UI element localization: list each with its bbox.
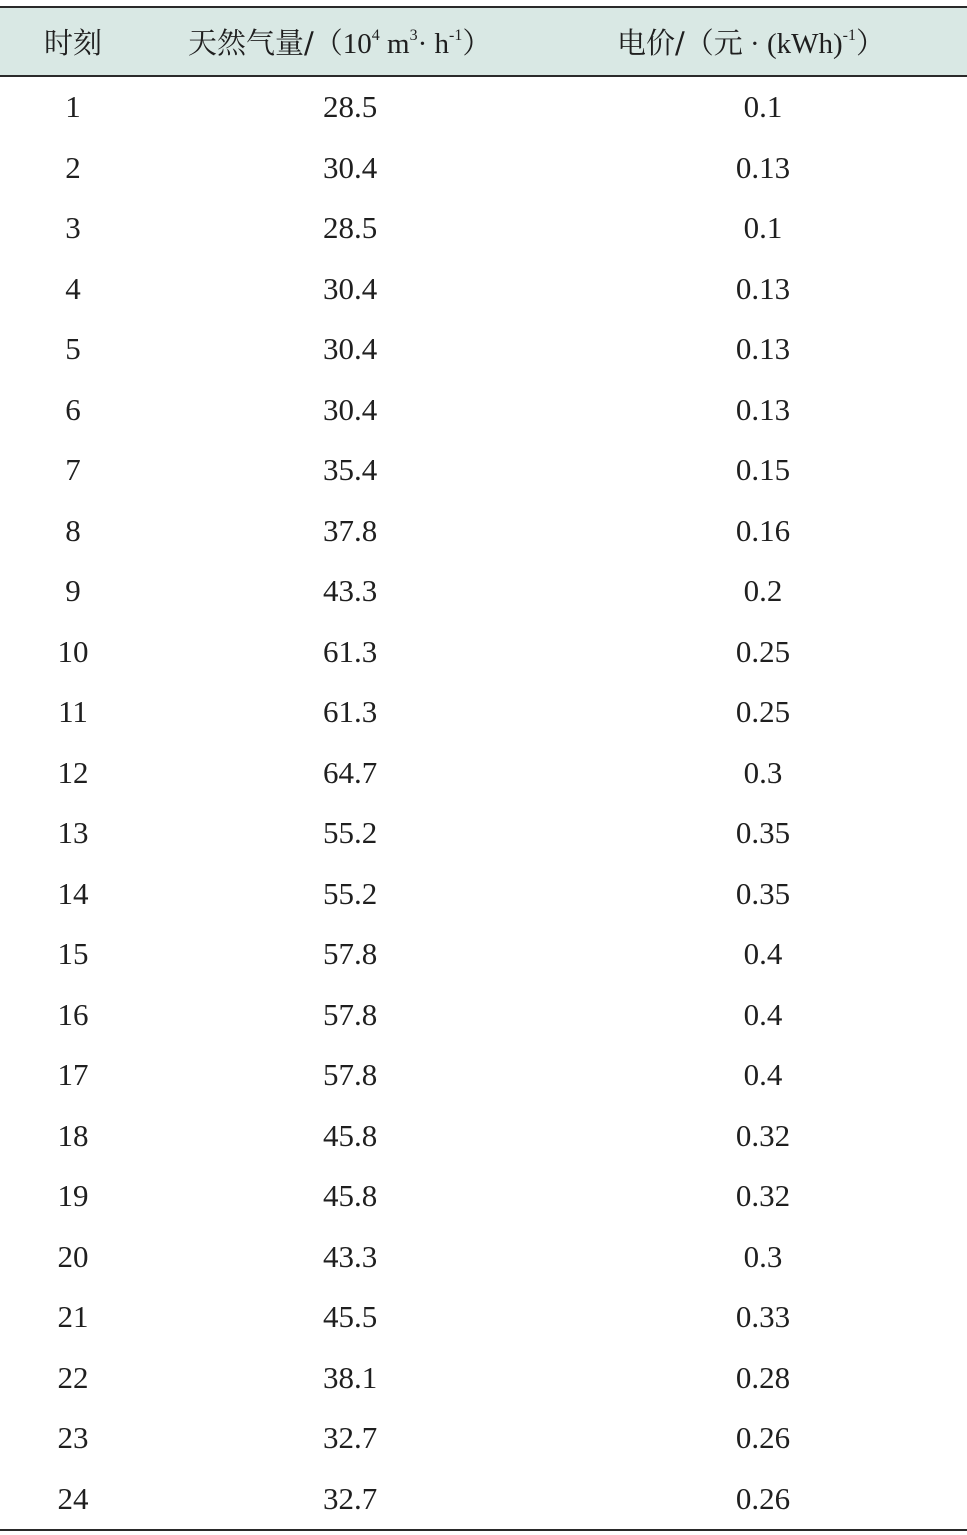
- time-cell: 4: [65, 270, 81, 306]
- price-cell: 0.26: [735, 1420, 791, 1456]
- header-price-unit: [714, 28, 856, 60]
- time-cell: 2: [65, 149, 81, 185]
- price-cell: 0.4: [743, 1057, 783, 1093]
- header-gas-unit: [343, 28, 463, 60]
- price-cell: 0.2: [743, 573, 783, 609]
- table-row: [0, 1408, 967, 1469]
- gas-volume-cell: 32.7: [323, 1420, 378, 1456]
- gas-unit-exp-4: 4: [371, 27, 380, 45]
- gas-volume-cell: 55.2: [323, 815, 378, 851]
- price-cell: 0.28: [735, 1359, 791, 1395]
- table-row: [0, 743, 967, 804]
- table-row: [0, 1287, 967, 1348]
- table-row: [0, 1348, 967, 1409]
- gas-unit-m: m: [379, 28, 410, 60]
- price-cell: 0.35: [735, 815, 791, 851]
- table-row: [0, 1045, 967, 1106]
- gas-unit-base: 10: [342, 28, 372, 60]
- gas-volume-cell: 64.7: [323, 754, 378, 790]
- time-cell: 13: [57, 815, 89, 851]
- gas-unit-exp-neg1: -1: [449, 27, 463, 45]
- table-body: [0, 76, 967, 1530]
- time-cell: 20: [57, 1238, 89, 1274]
- price-cell: 0.13: [735, 391, 791, 427]
- header-time: [0, 7, 146, 76]
- header-time-label: 时刻: [43, 26, 102, 60]
- table-row: [0, 76, 967, 138]
- time-cell: 10: [57, 633, 89, 669]
- table-row: [0, 259, 967, 320]
- table-row: [0, 561, 967, 622]
- gas-volume-cell: 30.4: [323, 270, 378, 306]
- header-gas-close: ）: [462, 26, 492, 60]
- price-cell: 0.26: [559, 1469, 967, 1531]
- time-cell: 17: [57, 1057, 89, 1093]
- header-gas-volume: [146, 7, 559, 76]
- table-row: [0, 319, 967, 380]
- time-cell: 21: [57, 1299, 89, 1335]
- time-cell: 19: [57, 1178, 89, 1214]
- price-cell: 0.1: [743, 89, 783, 125]
- table-row: [0, 622, 967, 683]
- header-electricity-price: [559, 7, 967, 76]
- price-cell: 0.25: [735, 633, 791, 669]
- table-row: [0, 198, 967, 259]
- gas-price-table: [0, 6, 967, 1531]
- price-cell: 0.1: [743, 210, 783, 246]
- time-cell: 22: [57, 1359, 89, 1395]
- table-row: [0, 501, 967, 562]
- price-cell: 0.13: [735, 149, 791, 185]
- gas-unit-h: · h: [417, 28, 450, 60]
- time-cell: 18: [57, 1117, 89, 1153]
- time-cell: 11: [58, 694, 88, 730]
- gas-volume-cell: 35.4: [323, 452, 378, 488]
- time-cell: 7: [65, 452, 81, 488]
- price-cell: 0.35: [735, 875, 791, 911]
- gas-volume-cell: 37.8: [323, 512, 378, 548]
- gas-volume-cell: 45.8: [323, 1117, 378, 1153]
- gas-volume-cell: 28.5: [323, 210, 378, 246]
- price-cell: 0.13: [735, 270, 791, 306]
- gas-volume-cell: 57.8: [323, 996, 378, 1032]
- gas-volume-cell: 30.4: [323, 331, 378, 367]
- table-row: [0, 1166, 967, 1227]
- header-price-label: 电价/（: [617, 26, 714, 60]
- table-row: [0, 864, 967, 925]
- price-cell: 0.33: [735, 1299, 791, 1335]
- gas-volume-cell: 32.7: [146, 1469, 559, 1531]
- price-cell: 0.3: [743, 754, 783, 790]
- gas-volume-cell: 61.3: [323, 694, 378, 730]
- header-row: [0, 7, 967, 76]
- data-table-container: [0, 6, 967, 1531]
- time-cell: 24: [0, 1469, 146, 1531]
- gas-volume-cell: 43.3: [323, 1238, 378, 1274]
- gas-unit-exp-3: 3: [409, 27, 418, 45]
- table-row: [0, 803, 967, 864]
- time-cell: 9: [65, 573, 81, 609]
- time-cell: 12: [57, 754, 89, 790]
- price-unit-exp: -1: [842, 27, 856, 45]
- price-cell: 0.25: [735, 694, 791, 730]
- price-cell: 0.4: [743, 936, 783, 972]
- table-row: [0, 1469, 967, 1531]
- table-row: [0, 440, 967, 501]
- gas-volume-cell: 38.1: [323, 1359, 378, 1395]
- gas-volume-cell: 57.8: [323, 1057, 378, 1093]
- gas-volume-cell: 43.3: [323, 573, 378, 609]
- time-cell: 3: [65, 210, 81, 246]
- table-row: [0, 924, 967, 985]
- header-gas-label: 天然气量/（: [188, 26, 343, 60]
- time-cell: 6: [65, 391, 81, 427]
- time-cell: 23: [57, 1420, 89, 1456]
- price-cell: 0.15: [735, 452, 791, 488]
- table-row: [0, 1227, 967, 1288]
- time-cell: 15: [57, 936, 89, 972]
- table-row: [0, 682, 967, 743]
- price-cell: 0.16: [735, 512, 791, 548]
- time-cell: 16: [57, 996, 89, 1032]
- price-cell: 0.4: [743, 996, 783, 1032]
- price-cell: 0.32: [735, 1117, 791, 1153]
- table-row: [0, 138, 967, 199]
- gas-volume-cell: 30.4: [323, 149, 378, 185]
- gas-volume-cell: 45.8: [323, 1178, 378, 1214]
- gas-volume-cell: 28.5: [323, 89, 378, 125]
- time-cell: 5: [65, 331, 81, 367]
- gas-volume-cell: 61.3: [323, 633, 378, 669]
- price-unit-main: 元 · (kWh): [713, 28, 843, 60]
- gas-volume-cell: 30.4: [323, 391, 378, 427]
- table-row: [0, 985, 967, 1046]
- time-cell: 14: [57, 875, 89, 911]
- table-row: [0, 1106, 967, 1167]
- table-row: [0, 380, 967, 441]
- gas-volume-cell: 57.8: [323, 936, 378, 972]
- time-cell: 8: [65, 512, 81, 548]
- gas-volume-cell: 55.2: [323, 875, 378, 911]
- gas-volume-cell: 45.5: [323, 1299, 378, 1335]
- header-price-close: ）: [855, 26, 885, 60]
- price-cell: 0.32: [735, 1178, 791, 1214]
- table-header: [0, 7, 967, 76]
- price-cell: 0.3: [743, 1238, 783, 1274]
- price-cell: 0.13: [735, 331, 791, 367]
- time-cell: 1: [65, 89, 81, 125]
